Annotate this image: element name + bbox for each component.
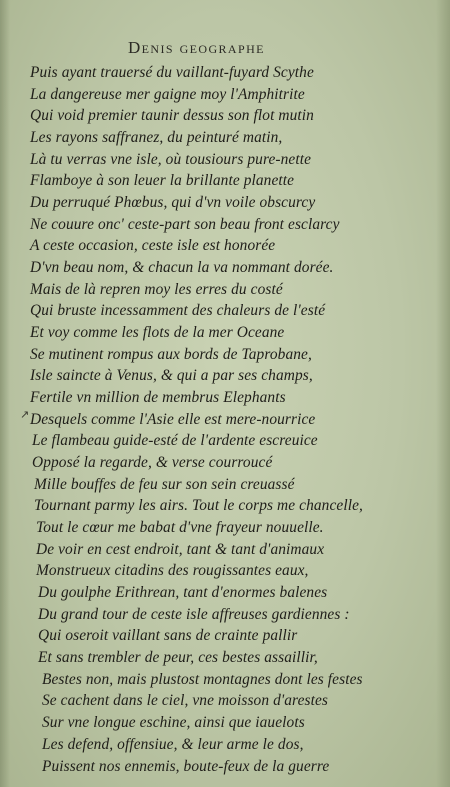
verse-line: Se mutinent rompus aux bords de Taprobane,: [30, 345, 312, 363]
running-head: Denis geographe: [128, 38, 265, 57]
verse-line: Les rayons saffranez, du peinturé matin,: [30, 129, 283, 147]
verse-line: Fertile vn million de membrus Elephants: [30, 389, 286, 407]
margin-mark: ↗: [20, 408, 30, 421]
verse-line: Isle saincte à Venus, & qui a par ses champs,: [30, 367, 313, 385]
verse-line: Mille bouffes de feu sur son sein creuassé: [34, 475, 295, 493]
verse-line: Du grand tour de ceste isle affreuses gardiennes :: [38, 605, 350, 623]
verse-line: Puissent nos ennemis, boute-feux de la guerre: [42, 757, 330, 775]
verse-line: Mais de là repren moy les erres du costé: [30, 280, 283, 298]
verse-line: Se cachent dans le ciel, vne moisson d'arestes: [42, 692, 328, 710]
verse-line: Monstrueux citadins des rougissantes eaux,: [36, 562, 309, 580]
verse-line: Les defend, offensiue, & leur arme le dos,: [42, 735, 304, 753]
verse-line: Bestes non, mais plustost montagnes dont les festes: [42, 670, 363, 688]
verse-line: Et sans trembler de peur, ces bestes assaillir,: [38, 649, 318, 667]
verse-line: Ne couure onc' ceste-part son beau front esclarcy: [30, 215, 340, 233]
verse-line: Opposé la regarde, & verse courroucé: [32, 454, 273, 472]
verse-line: Là tu verras vne isle, où tousiours pure-nette: [30, 150, 312, 168]
verse-line: Qui bruste incessamment des chaleurs de l'esté: [30, 302, 326, 320]
verse-line: Et voy comme les flots de la mer Oceane: [30, 324, 285, 342]
verse-line: D'vn beau nom, & chacun la va nommant dorée.: [30, 259, 334, 277]
verse-line: La dangereuse mer gaigne moy l'Amphitrite: [30, 85, 305, 103]
page-edge-shadow-left: [0, 0, 10, 787]
verse-block: [30, 62, 430, 777]
verse-line: Du perruqué Phœbus, qui d'vn voile obscurcy: [30, 194, 316, 212]
verse-line: Sur vne longue eschine, ainsi que iauelots: [42, 714, 305, 732]
verse-line: Qui oseroit vaillant sans de crainte pallir: [38, 627, 298, 645]
verse-line: Puis ayant trauersé du vaillant-fuyard Scythe: [30, 64, 314, 81]
verse-line: Flamboye à son leuer la brillante planette: [30, 172, 295, 190]
verse-line: De voir en cest endroit, tant & tant d'animaux: [36, 540, 325, 558]
verse-line: Tournant parmy les airs. Tout le corps me chancelle,: [34, 497, 363, 515]
verse-line: Le flambeau guide-esté de l'ardente escreuice: [32, 432, 318, 450]
verse-line: Du goulphe Erithrean, tant d'enormes balenes: [38, 584, 328, 602]
page-edge-shadow-right: [436, 0, 450, 787]
verse-line: Tout le cœur me babat d'vne frayeur nouuelle.: [36, 519, 324, 537]
verse-line: Qui void premier taunir dessus son flot mutin: [30, 107, 314, 125]
verse-line: Desquels comme l'Asie elle est mere-nourrice: [30, 410, 316, 428]
verse-line: A ceste occasion, ceste isle est honorée: [30, 237, 276, 255]
